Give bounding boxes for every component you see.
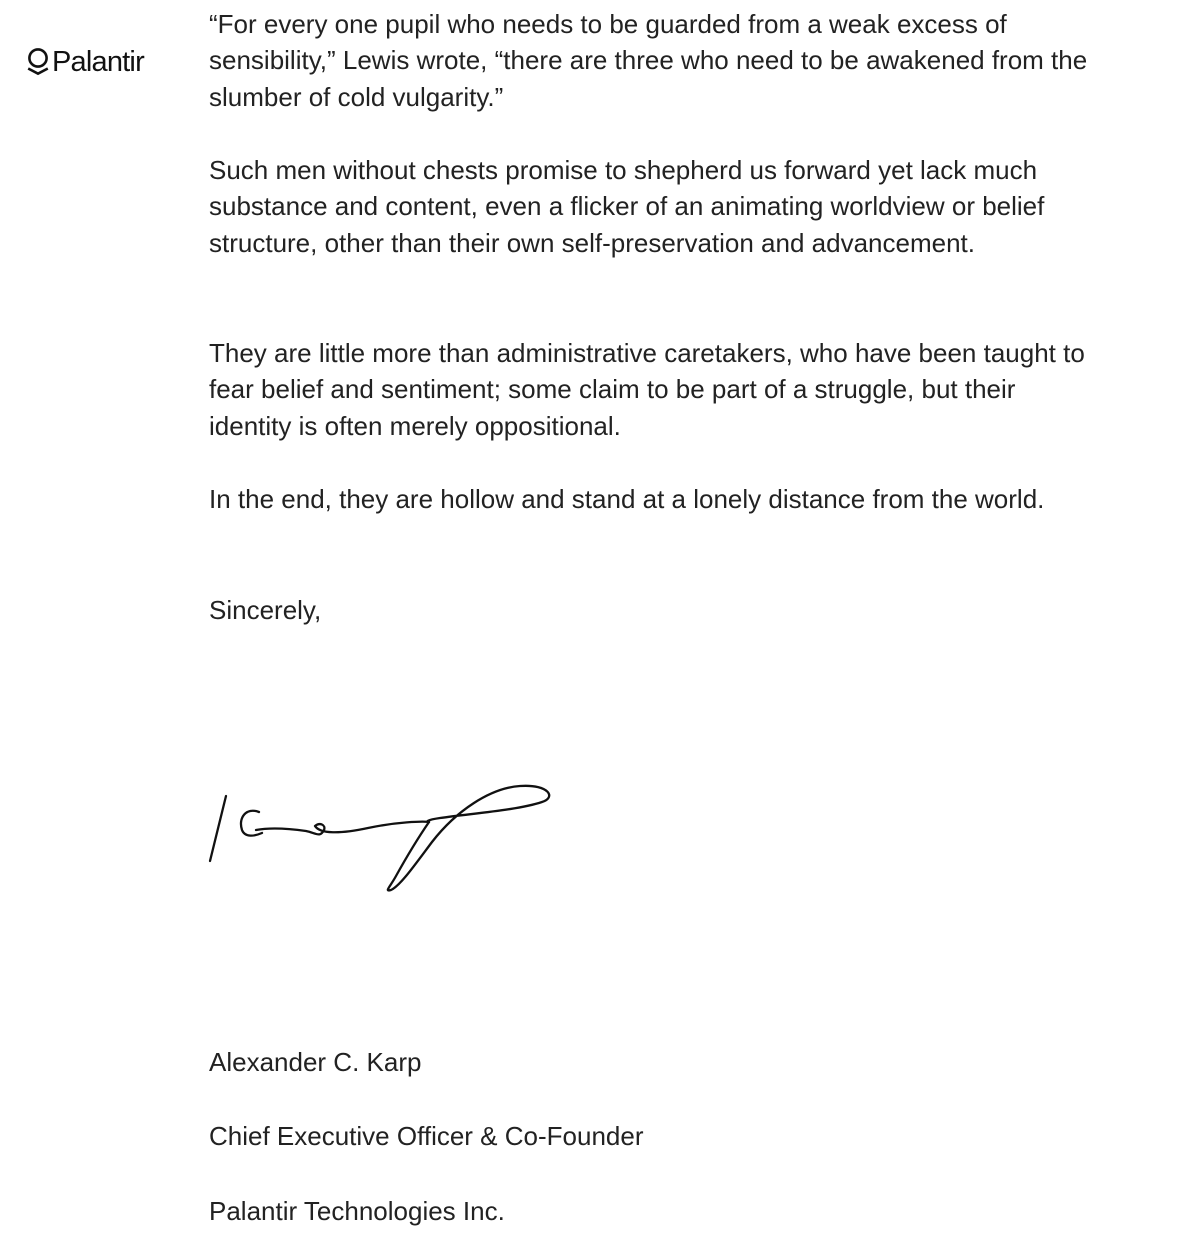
letter-closing: Sincerely, <box>209 595 322 625</box>
palantir-logo <box>26 44 144 80</box>
letter-paragraph-3: They are little more than administrative caretakers, who have been taught to fear belief and sentiment; some claim to be part of a struggle, but their identity is often merely oppositional. <box>209 338 1085 441</box>
signatory-title: Chief Executive Officer & Co-Founder <box>209 1121 644 1151</box>
letter-paragraph-1: “For every one pupil who needs to be guarded from a weak excess of sensibility,” Lewis wrote, “there are three who need to be awakened from the slumber of cold vulgarity.” <box>209 9 1088 112</box>
letter-paragraph-4: In the end, they are hollow and stand at a lonely distance from the world. <box>209 484 1045 514</box>
signatory-name: Alexander C. Karp <box>209 1047 422 1077</box>
logo-wordmark: Palantir <box>52 46 144 78</box>
palantir-logo-icon <box>26 46 50 78</box>
signatory-company: Palantir Technologies Inc. <box>209 1196 505 1226</box>
letter-paragraph-2: Such men without chests promise to shepherd us forward yet lack much substance and content, even a flicker of an animating worldview or belief structure, other than their own self-preservation and advancement. <box>209 155 1045 258</box>
handwritten-signature <box>200 778 560 898</box>
